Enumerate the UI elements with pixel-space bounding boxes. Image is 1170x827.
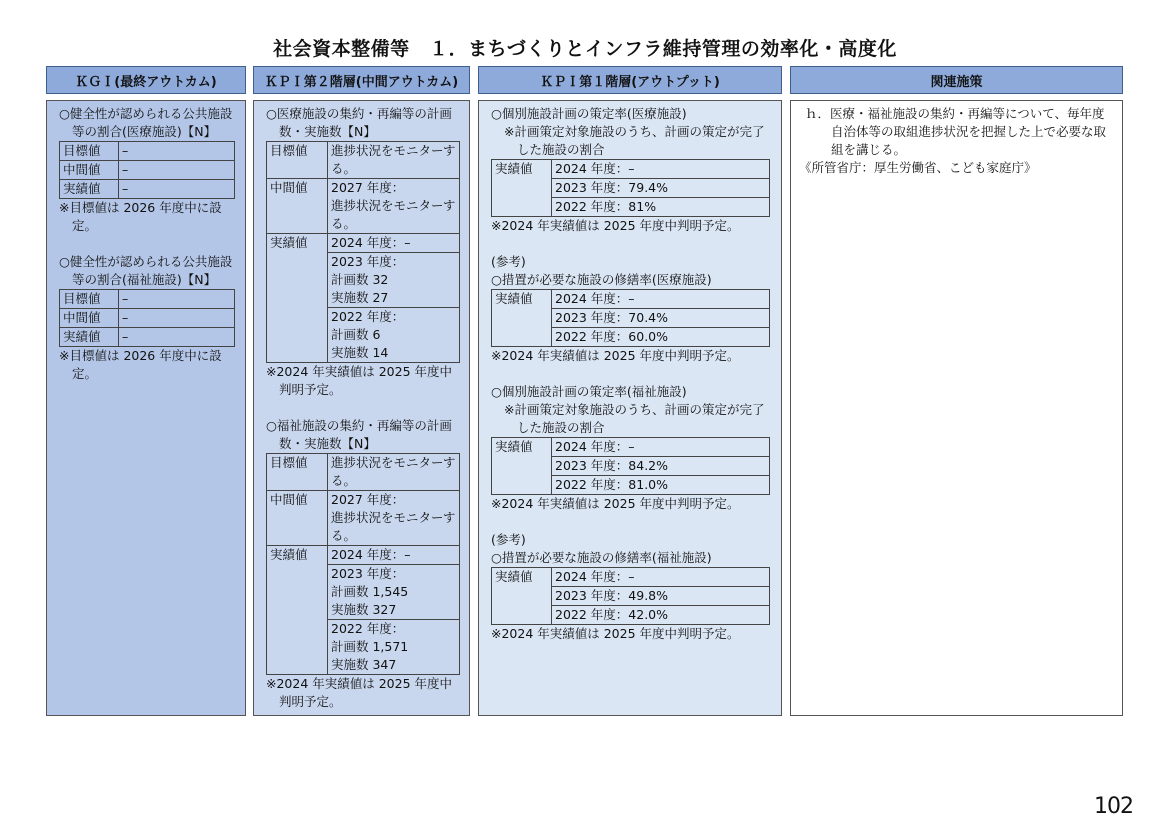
kpi2-column — [253, 100, 470, 716]
kpi2-row-label: 実績値 — [267, 546, 328, 675]
header-measures: 関連施策 — [790, 66, 1123, 94]
kgi-item1-table — [59, 141, 235, 199]
kpi2-mid-value: 2027 年度： 進捗状況をモニターする。 — [328, 179, 460, 234]
kpi1-item3-table — [491, 437, 770, 495]
kpi2-row-label: 実績値 — [267, 234, 328, 363]
kpi1-value: 2024 年度：– — [552, 438, 770, 457]
kgi-row-value: – — [119, 290, 235, 309]
header-kgi: ＫＧＩ(最終アウトカム) — [46, 66, 246, 94]
kgi-row-value: – — [119, 328, 235, 347]
kpi1-value: 2024 年度：– — [552, 568, 770, 587]
kpi1-value: 2022 年度：81.0% — [552, 476, 770, 495]
kpi1-item4-table — [491, 567, 770, 625]
kgi-row-value: – — [119, 161, 235, 180]
kpi1-item3-title: ○個別施設計画の策定率(福祉施設) — [491, 384, 687, 399]
kpi1-item2-title: ○措置が必要な施設の修繕率(医療施設) — [491, 272, 712, 287]
kgi-row-label: 実績値 — [60, 328, 119, 347]
kpi1-value: 2023 年度：70.4% — [552, 309, 770, 328]
kpi1-item3-sub: ※計画策定対象施設のうち、計画の策定が完了した施設の割合 — [504, 402, 765, 435]
measure-item-h: ｈ．医療・福祉施設の集約・再編等について、毎年度自治体等の取組進捗状況を把握した上で必要な取組を講じる。 — [805, 106, 1107, 157]
kpi1-row-label: 実績値 — [492, 290, 552, 347]
kpi2-target-value: 進捗状況をモニターする。 — [328, 454, 460, 491]
kgi-row-value: – — [119, 309, 235, 328]
kpi1-item4-note: ※2024 年実績値は 2025 年度中判明予定。 — [491, 626, 740, 641]
kpi2-actual-value: 2023 年度： 計画数 32 実施数 27 — [328, 253, 460, 308]
kpi2-row-label: 中間値 — [267, 491, 328, 546]
kpi1-value: 2023 年度：49.8% — [552, 587, 770, 606]
kgi-item1-title: ○健全性が認められる公共施設等の割合(医療施設)【N】 — [59, 106, 233, 139]
kpi1-reference-label: (参考) — [491, 532, 526, 547]
header-kpi2: ＫＰＩ第２階層(中間アウトカム) — [253, 66, 470, 94]
kpi1-item1-note: ※2024 年実績値は 2025 年度中判明予定。 — [491, 218, 740, 233]
kgi-row-label: 実績値 — [60, 180, 119, 199]
ministry-note: 《所管省庁：厚生労働省、こども家庭庁》 — [799, 160, 1037, 175]
kgi-row-label: 目標値 — [60, 142, 119, 161]
kpi2-actual-value: 2022 年度： 計画数 6 実施数 14 — [328, 308, 460, 363]
kpi2-actual-value: 2024 年度：– — [328, 234, 460, 253]
kpi1-reference-label: (参考) — [491, 254, 526, 269]
kpi1-row-label: 実績値 — [492, 568, 552, 625]
kpi2-item1-title: ○医療施設の集約・再編等の計画数・実施数【N】 — [266, 106, 452, 139]
kpi1-value: 2024 年度：– — [552, 160, 770, 179]
kpi2-item1-note: ※2024 年実績値は 2025 年度中判明予定。 — [266, 364, 453, 397]
kpi1-value: 2022 年度：81% — [552, 198, 770, 217]
kgi-column — [46, 100, 246, 716]
kpi2-actual-value: 2024 年度：– — [328, 546, 460, 565]
kpi1-item2-note: ※2024 年実績値は 2025 年度中判明予定。 — [491, 348, 740, 363]
kpi1-item2-table — [491, 289, 770, 347]
kpi1-value: 2022 年度：60.0% — [552, 328, 770, 347]
kpi2-target-value: 進捗状況をモニターする。 — [328, 142, 460, 179]
kgi-item2-table — [59, 289, 235, 347]
kgi-row-value: – — [119, 142, 235, 161]
kpi2-item2-title: ○福祉施設の集約・再編等の計画数・実施数【N】 — [266, 418, 452, 451]
kpi2-actual-value: 2023 年度： 計画数 1,545 実施数 327 — [328, 565, 460, 620]
kgi-row-label: 目標値 — [60, 290, 119, 309]
kpi1-item3-note: ※2024 年実績値は 2025 年度中判明予定。 — [491, 496, 740, 511]
kpi1-item1-table — [491, 159, 770, 217]
measures-column — [790, 100, 1123, 716]
kpi1-value: 2024 年度：– — [552, 290, 770, 309]
kpi2-mid-value: 2027 年度： 進捗状況をモニターする。 — [328, 491, 460, 546]
kpi2-item1-table — [266, 141, 460, 363]
header-kpi1: ＫＰＩ第１階層(アウトプット) — [478, 66, 782, 94]
kpi1-value: 2022 年度：42.0% — [552, 606, 770, 625]
kpi2-row-label: 目標値 — [267, 142, 328, 179]
kgi-item2-title: ○健全性が認められる公共施設等の割合(福祉施設)【N】 — [59, 254, 233, 287]
page-number: 102 — [1094, 794, 1133, 819]
kpi1-item4-title: ○措置が必要な施設の修繕率(福祉施設) — [491, 550, 712, 565]
kpi2-row-label: 中間値 — [267, 179, 328, 234]
kpi1-value: 2023 年度：79.4% — [552, 179, 770, 198]
kpi1-column — [478, 100, 782, 716]
kpi2-actual-value: 2022 年度： 計画数 1,571 実施数 347 — [328, 620, 460, 675]
kpi1-row-label: 実績値 — [492, 160, 552, 217]
kpi2-item2-note: ※2024 年実績値は 2025 年度中判明予定。 — [266, 676, 453, 709]
kgi-item1-note: ※目標値は 2026 年度中に設定。 — [59, 200, 222, 233]
kgi-row-label: 中間値 — [60, 309, 119, 328]
page-title: 社会資本整備等 １．まちづくりとインフラ維持管理の効率化・高度化 — [273, 38, 897, 60]
kgi-item2-note: ※目標値は 2026 年度中に設定。 — [59, 348, 222, 381]
kgi-row-value: – — [119, 180, 235, 199]
kpi2-row-label: 目標値 — [267, 454, 328, 491]
kpi1-item1-sub: ※計画策定対象施設のうち、計画の策定が完了した施設の割合 — [504, 124, 765, 157]
kgi-row-label: 中間値 — [60, 161, 119, 180]
kpi1-item1-title: ○個別施設計画の策定率(医療施設) — [491, 106, 687, 121]
kpi1-row-label: 実績値 — [492, 438, 552, 495]
kpi1-value: 2023 年度：84.2% — [552, 457, 770, 476]
kpi2-item2-table — [266, 453, 460, 675]
